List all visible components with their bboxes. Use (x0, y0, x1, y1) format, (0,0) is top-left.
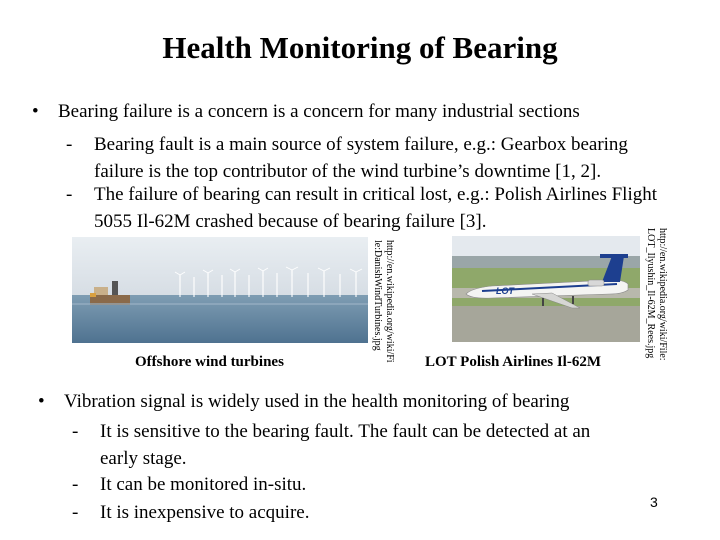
sub-line: early stage. (100, 448, 187, 469)
wind-turbines-caption: Offshore wind turbines (135, 354, 284, 370)
wind-turbines-source-url: http://en.wikipedia.org/wiki/Fi le:DanishWindTurbines.jpg (372, 240, 395, 363)
sub-line: failure is the top contributor of the wind turbine’s downtime [1, 2]. (94, 161, 602, 182)
dash-marker: - (72, 421, 79, 442)
sub-line: The failure of bearing can result in critical lost, e.g.: Polish Airlines Flight (94, 184, 658, 205)
sub-line: Bearing fault is a main source of system failure, e.g.: Gearbox bearing (94, 134, 628, 155)
airplane-caption: LOT Polish Airlines Il-62M (425, 354, 601, 370)
bullet-marker: • (32, 101, 39, 122)
wind-turbines-photo (72, 237, 368, 343)
slide-title: Health Monitoring of Bearing (162, 30, 558, 65)
dash-marker: - (72, 474, 79, 495)
sub-line: It is inexpensive to acquire. (100, 502, 310, 523)
plane-livery-text: LOT (496, 286, 514, 296)
airplane-source-url: http://en.wikipedia.org/wiki/File: LOT_Ilyushin_Il-62M_Rees.jpg (645, 228, 668, 361)
bullet-text: Vibration signal is widely used in the health monitoring of bearing (64, 391, 570, 412)
airplane-photo (452, 236, 640, 342)
dash-marker: - (66, 184, 73, 205)
dash-marker: - (72, 502, 79, 523)
sub-line: It is sensitive to the bearing fault. The fault can be detected at an (100, 421, 591, 442)
bullet-text: Bearing failure is a concern is a concern for many industrial sections (58, 101, 580, 122)
page-number: 3 (650, 494, 658, 510)
dash-marker: - (66, 134, 73, 155)
bullet-marker: • (38, 391, 45, 412)
sub-line: It can be monitored in-situ. (100, 474, 307, 495)
sub-line: 5055 Il-62M crashed because of bearing failure [3]. (94, 211, 487, 232)
